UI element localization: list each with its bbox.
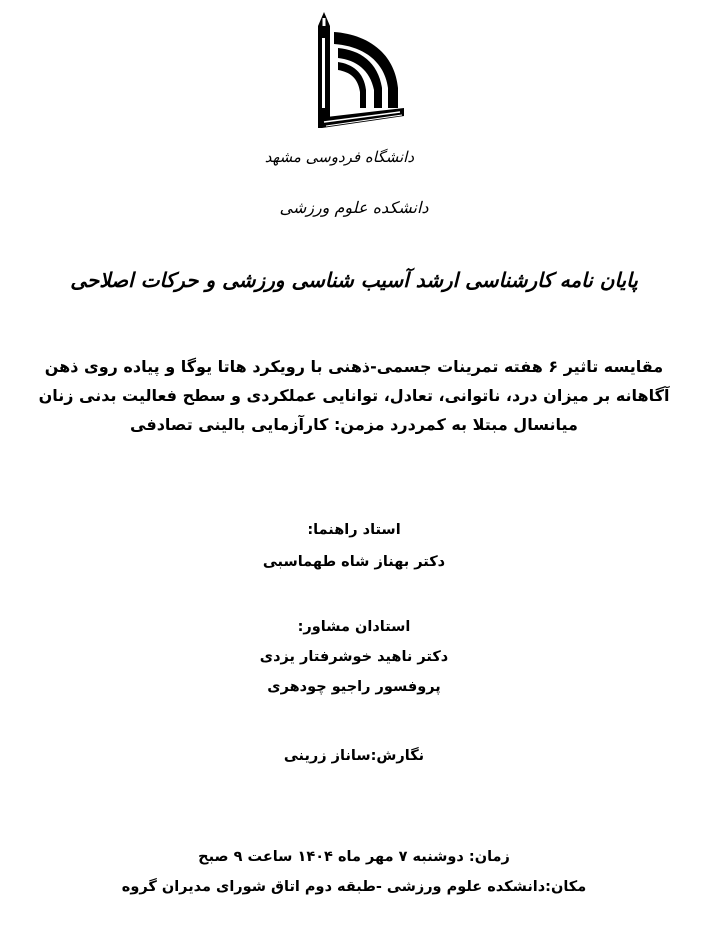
supervisor-section [0,514,708,578]
author-line: نگارش:ساناز زرینی [283,748,425,764]
author-section [0,742,708,770]
thesis-title-line: میانسال مبتلا به کمردرد مزمن: کارآزمایی بالینی تصادفی [130,415,578,434]
defense-schedule [0,842,708,902]
thesis-type-heading: پایان نامه کارشناسی ارشد آسیب شناسی ورزشی و حرکات اصلاحی [70,268,638,292]
defense-time: زمان: دوشنبه ۷ مهر ماه ۱۴۰۴ ساعت ۹ صبح [198,849,510,865]
pen-book-emblem-icon [294,8,414,138]
supervisor-label: استاد راهنما: [307,522,401,538]
university-name-wordmark: دانشگاه فردوسی مشهد [264,148,414,166]
defense-place: مکان:دانشکده علوم ورزشی -طبقه دوم اتاق شورای مدیران گروه [121,879,587,895]
thesis-title-line: مقایسه تاثیر ۶ هفته تمرینات جسمی-ذهنی با رویکرد هاتا یوگا و پیاده روی ذهن [44,357,664,376]
faculty-name: دانشکده علوم ورزشی [279,198,429,217]
advisors-label: استادان مشاور: [297,619,411,635]
thesis-title [30,352,678,439]
advisors-section [0,612,708,702]
advisor-name: دکتر ناهید خوشرفتار یزدی [259,649,449,665]
thesis-title-line: آگاهانه بر میزان درد، ناتوانی، تعادل، توانایی عملکردی و سطح فعالیت بدنی زنان [38,386,670,405]
advisor-name: پروفسور راجیو چودهری [267,679,441,695]
supervisor-name: دکتر بهناز شاه طهماسبی [262,554,446,570]
university-logo [264,8,414,183]
